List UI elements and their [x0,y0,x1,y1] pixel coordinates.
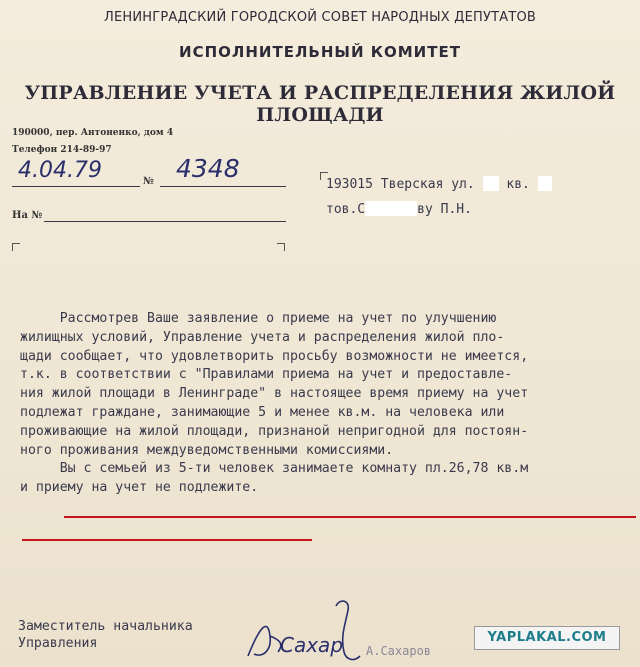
recipient-line-2 [326,201,472,217]
reply-number-line [44,221,286,222]
signatory-title-1: Заместитель начальника [18,619,193,634]
department-heading: УПРАВЛЕНИЕ УЧЕТА И РАСПРЕДЕЛЕНИЯ ЖИЛОЙ ПЛОЩАДИ [24,82,616,126]
letter-number: 4348 [176,154,240,183]
left-corner-mark [12,243,20,251]
signature-text: Сахар [280,633,344,657]
letter-line: подлежат граждане, занимающие 5 и менее кв.м. на человека или [20,404,505,420]
recipient-street: 193015 Тверская ул. [326,177,475,192]
letter-date: 4.04.79 [18,158,102,183]
letter-line: Вы с семьей из 5-ти человек занимаете комнату пл.26,78 кв.м [20,461,529,477]
number-label: № [143,176,154,187]
letter-line: Рассмотрев Ваше заявление о приеме на учет по улучшению [20,311,497,326]
council-heading: ЛЕНИНГРАДСКИЙ ГОРОДСКОЙ СОВЕТ НАРОДНЫХ ДЕПУТАТОВ [103,10,537,25]
letter-line: проживающие на жилой площади, признаной непригодной для постоян- [20,423,529,439]
recipient-line-1 [326,176,552,192]
letter-line: ния жилой площади в Ленинграде" в настоящее время приему на учет [20,386,529,402]
handwritten-signature [240,596,380,667]
number-line [160,186,286,187]
recipient-name-start: тов.С [326,202,366,217]
letter-body [20,310,640,498]
recipient-apt-label: кв. [506,177,530,192]
signatory-title-2: Управления [18,636,98,651]
watermark-badge: YAPLAKAL.COM [474,626,620,650]
letter-line: жилищных условий, Управление учета и распределения жилой пло- [20,329,505,345]
redacted-surname [365,201,417,216]
committee-heading: ИСПОЛНИТЕЛЬНЫЙ КОМИТЕТ [179,43,461,61]
redacted-house [483,176,499,191]
highlight-underline-1 [64,516,636,518]
letter-line: т.к. в соответствии с "Правилами приема на учет и предоставле- [20,367,513,383]
recipient-name-end: ву П.Н. [417,202,472,217]
reply-number-label: На № [12,210,43,221]
signatory-typed-name: А.Сахаров [366,644,432,658]
letter-line: ного проживания междуведомственными комиссиями. [20,442,394,458]
redacted-apartment [538,176,552,191]
letter-line: щади сообщает, что удовлетворить просьбу возможности не имеется, [20,348,529,364]
right-corner-mark [277,243,285,251]
highlight-underline-2 [22,539,312,541]
office-phone: Телефон 214-89-97 [12,145,112,155]
date-line [12,186,140,187]
office-address: 190000, пер. Антоненко, дом 4 [12,128,174,138]
letter-line: и приему на учет не подлежите. [20,480,259,496]
